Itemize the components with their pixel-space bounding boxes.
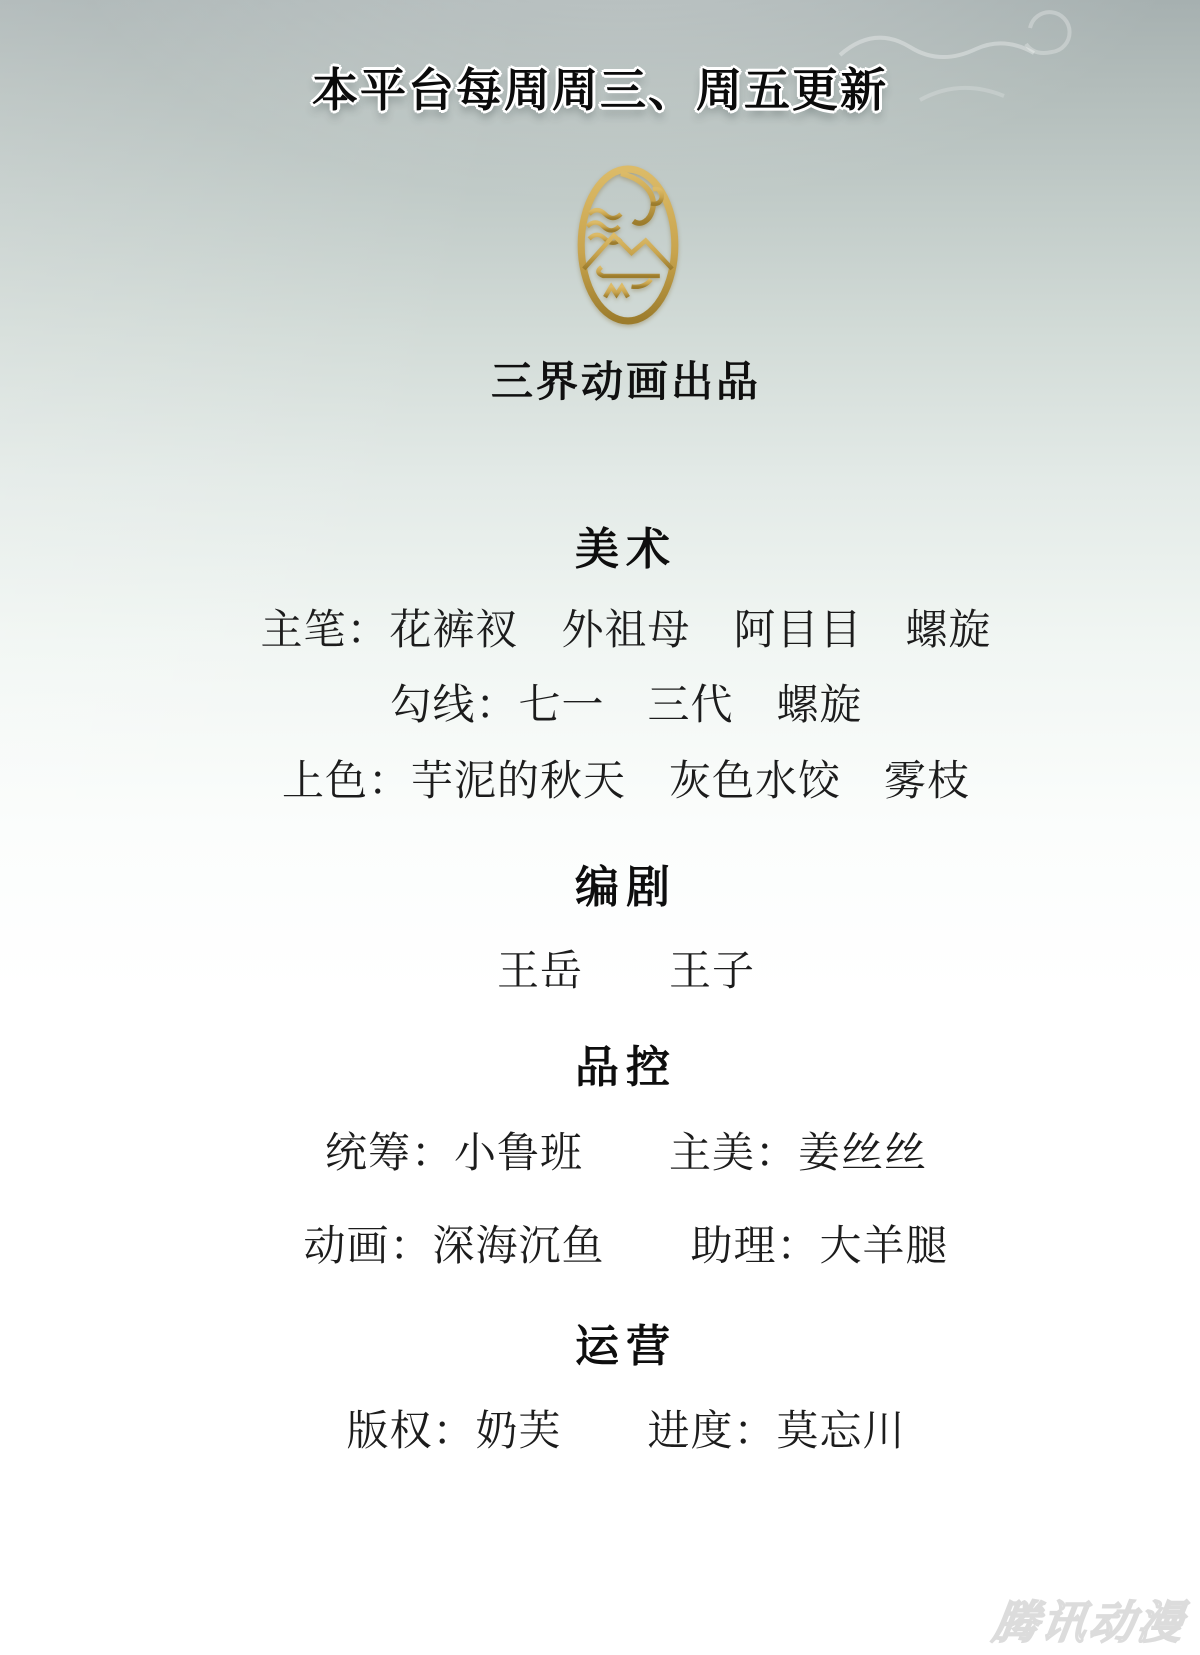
credit-line-colorists: 上色：芋泥的秋天 灰色水饺 雾枝 [281, 757, 971, 804]
credit-line-inkers: 勾线：七一 三代 螺旋 [389, 681, 863, 728]
update-schedule-banner: 本平台每周周三、周五更新 [312, 64, 888, 116]
section-title-operations: 运营 [575, 1322, 677, 1371]
section-title-writers: 编剧 [575, 863, 677, 912]
credit-line-pencillers: 主笔：花裤衩 外祖母 阿目目 螺旋 [260, 606, 992, 653]
section-title-art: 美术 [575, 525, 677, 574]
tencent-comics-watermark: 腾讯动漫 [989, 1597, 1190, 1648]
credit-line-copyright: 版权：奶芙 进度：莫忘川 [346, 1407, 906, 1454]
credit-line-animation: 动画：深海沉鱼 助理：大羊腿 [303, 1222, 949, 1269]
sanjie-gold-seal-icon [575, 162, 681, 328]
publisher-line: 三界动画出品 [490, 358, 762, 405]
credit-line-writers: 王岳 王子 [496, 947, 756, 994]
credit-line-coordination: 统筹：小鲁班 主美：姜丝丝 [324, 1129, 928, 1176]
section-title-quality-control: 品控 [575, 1043, 677, 1092]
